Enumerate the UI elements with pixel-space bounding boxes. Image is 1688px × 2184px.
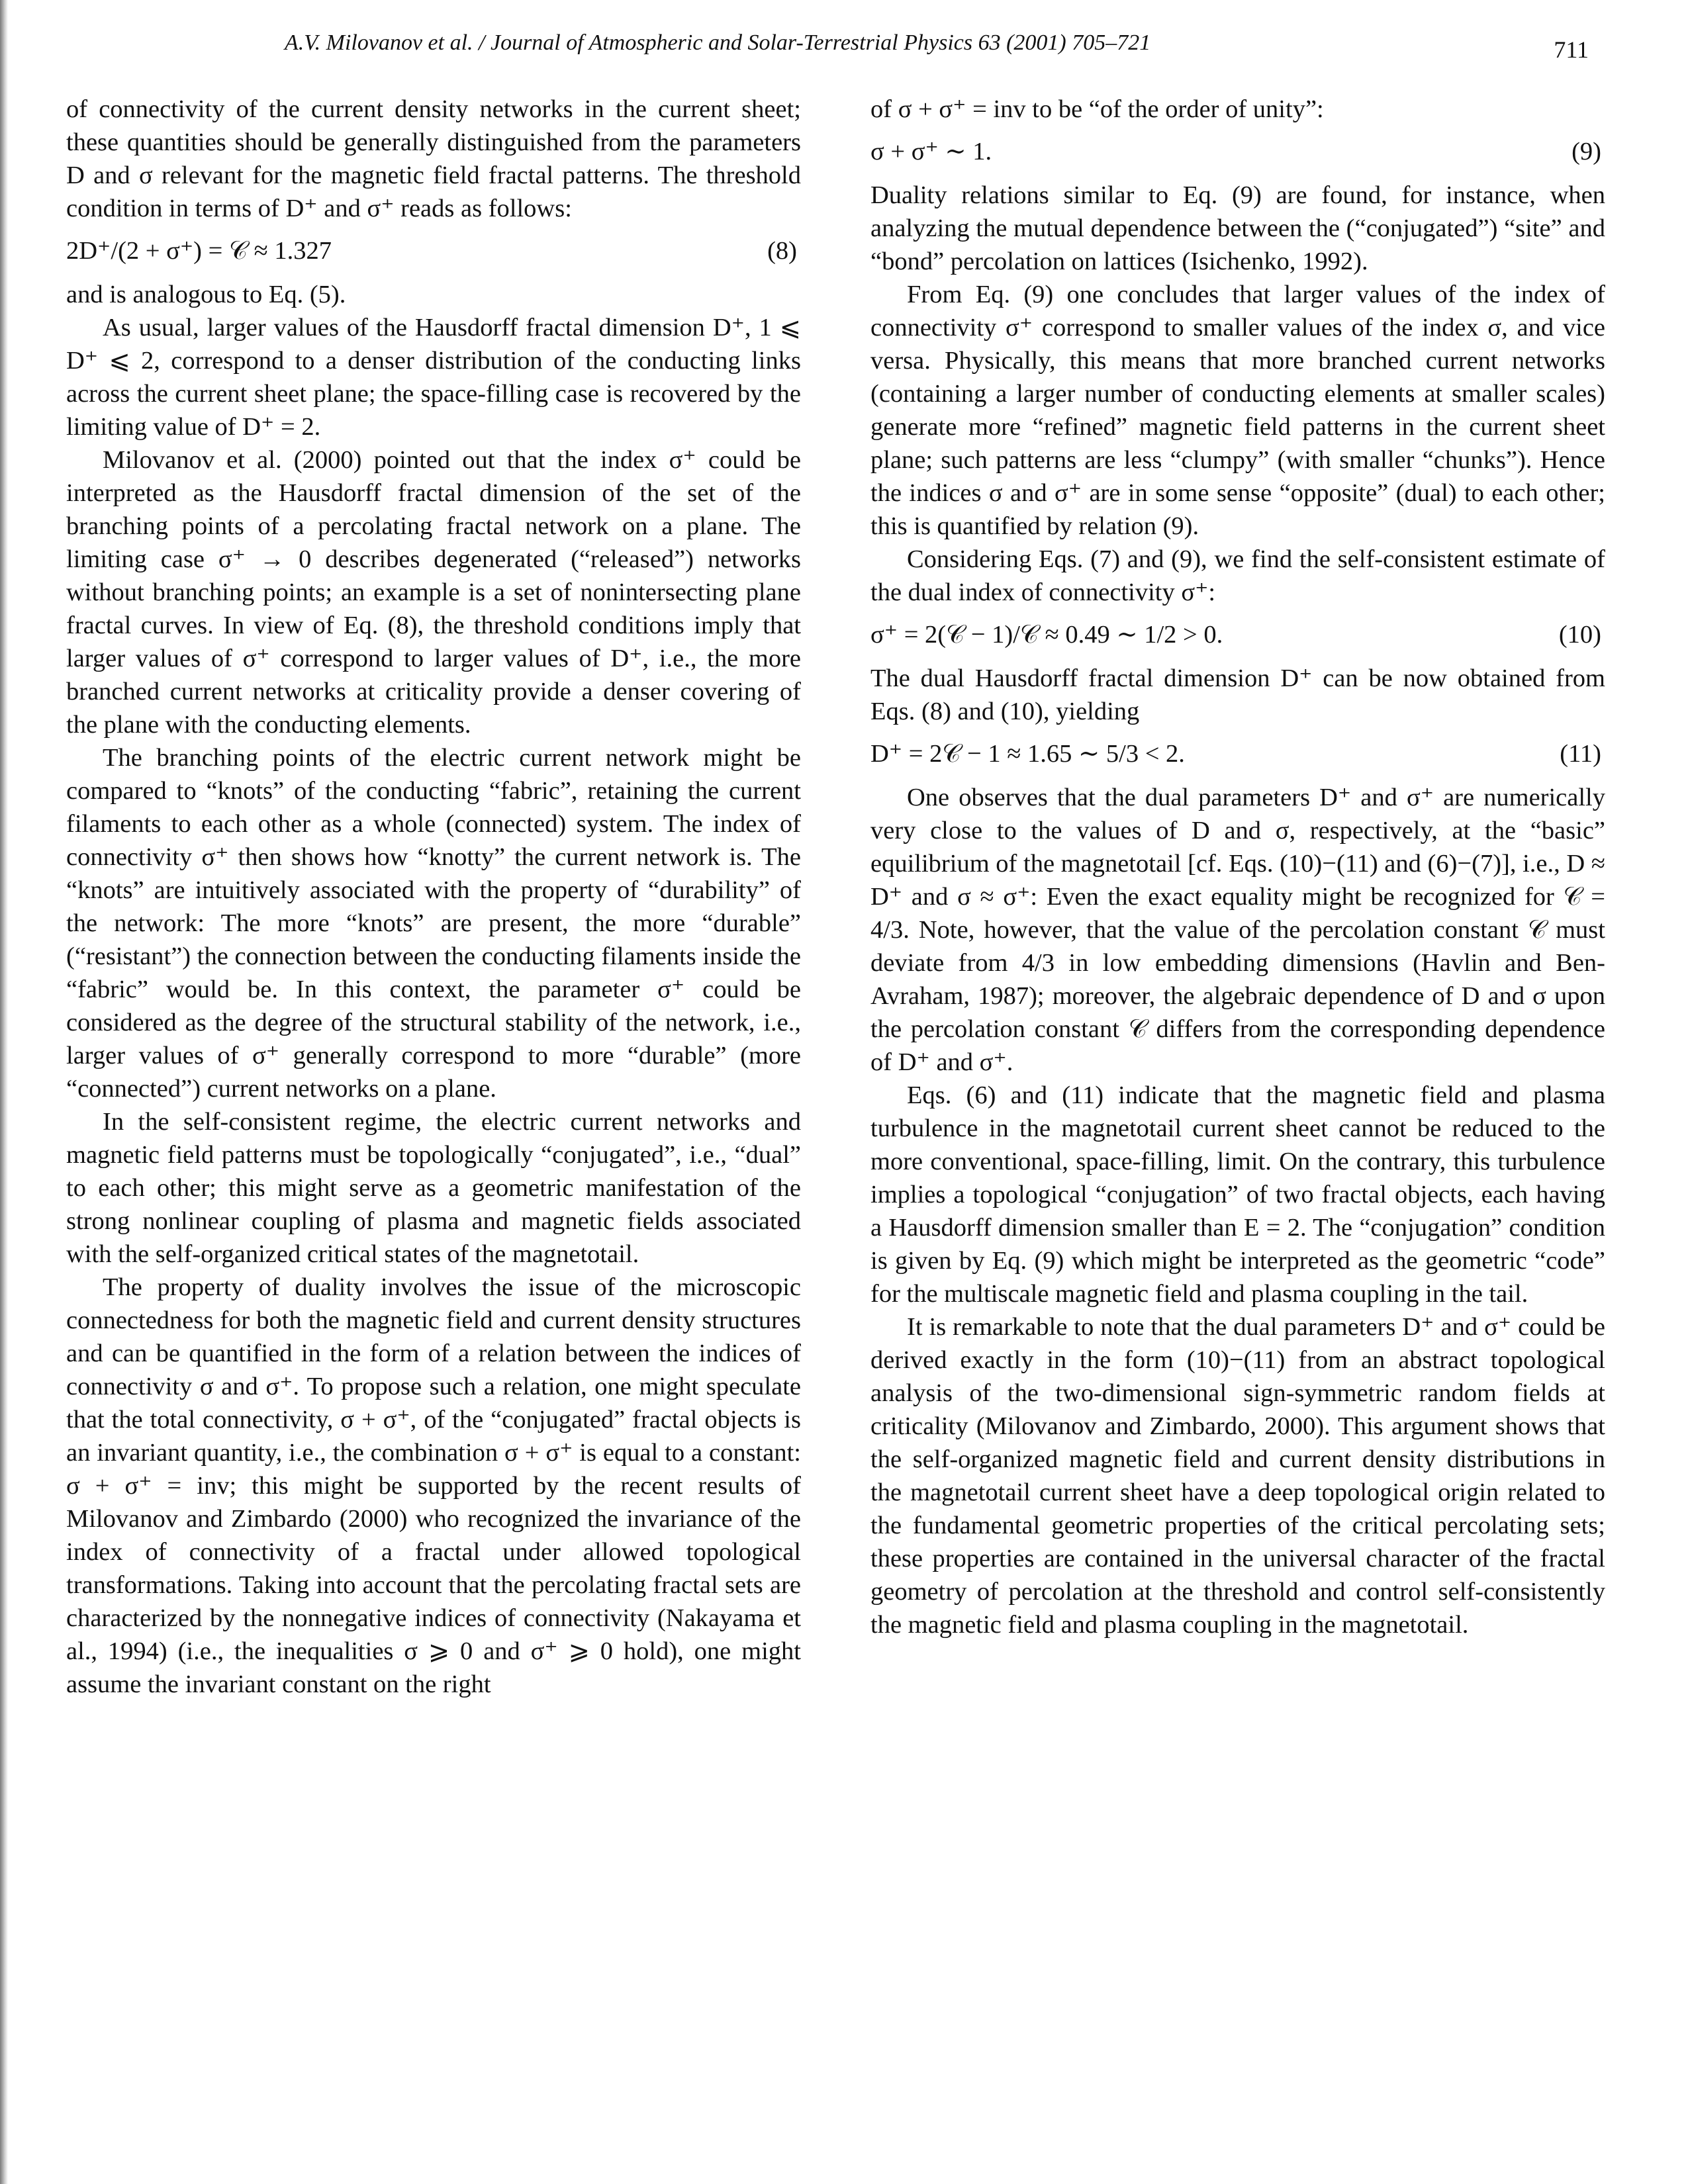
equation-body: D⁺ = 2𝒞 − 1 ≈ 1.65 ∼ 5/3 < 2. [870,740,1185,768]
equation-9 [870,135,1605,168]
paragraph: Milovanov et al. (2000) pointed out that the index σ⁺ could be interpreted as the Hausdorff fractal dimension of the set of the branching points of a percolating fractal network on a plane. The limiting case σ⁺ → 0 describes degenerated (“released”) networks without branching points; an example is a set of nonintersecting plane fractal curves. In view of Eq. (8), the threshold conditions imply that larger values of σ⁺ correspond to larger values of D⁺, i.e., the more branched current networks at criticality provide a denser covering of the plane with the conducting elements. [66,446,801,739]
paragraph: The dual Hausdorff fractal dimension D⁺ can be now obtained from Eqs. (8) and (10), yielding [870,664,1605,725]
equation-body: σ⁺ = 2(𝒞 − 1)/𝒞 ≈ 0.49 ∼ 1/2 > 0. [870,621,1223,649]
paragraph: As usual, larger values of the Hausdorff fractal dimension D⁺, 1 ⩽ D⁺ ⩽ 2, correspond to a denser distribution of the conducting links across the current sheet plane; the space-filling case is recovered by the limiting value of D⁺ = 2. [66,314,801,441]
paragraph: Considering Eqs. (7) and (9), we find the self-consistent estimate of the dual index of connectivity σ⁺: [870,545,1605,606]
equation-11 [870,737,1605,770]
right-column [870,93,1605,1641]
paragraph: The branching points of the electric current network might be compared to “knots” of the conducting “fabric”, retaining the current filaments to each other as a whole (connected) system. The index of connectivity σ⁺ then shows how “knotty” the current network is. The “knots” are intuitively associated with the property of “durability” of the network: The more “knots” are present, the more “durable” (“resistant”) the connection between the conducting filaments inside the “fabric” would be. In this context, the parameter σ⁺ could be considered as the degree of the structural stability of the network, i.e., larger values of σ⁺ generally correspond to more “durable” (more “connected”) current networks on a plane. [66,744,801,1103]
paragraph: The property of duality involves the issue of the microscopic connectedness for both the magnetic field and current density structures and can be quantified in the form of a relation between the indices of connectivity σ and σ⁺. To propose such a relation, one might speculate that the total connectivity, σ + σ⁺, of the “conjugated” fractal objects is an invariant quantity, i.e., the combination σ + σ⁺ is equal to a constant: σ + σ⁺ = inv; this might be supported by the recent results of Milovanov and Zimbardo (2000) who recognized the invariance of the index of connectivity of a fractal under allowed topological transformations. Taking into account that the percolating fractal sets are characterized by the nonnegative indices of connectivity (Nakayama et al., 1994) (i.e., the inequalities σ ⩾ 0 and σ⁺ ⩾ 0 hold), one might assume the invariant constant on the right [66,1273,801,1698]
equation-number: (9) [1571,138,1601,165]
paragraph: of connectivity of the current density networks in the current sheet; these quantities should be generally distinguished from the parameters D and σ relevant for the magnetic field fractal patterns. The threshold condition in terms of D⁺ and σ⁺ reads as follows: [66,95,801,222]
page-number: 711 [1554,36,1589,63]
paragraph: From Eq. (9) one concludes that larger values of the index of connectivity σ⁺ correspond to smaller values of the index σ, and vice versa. Physically, this means that more branched current networks (containing a larger number of conducting elements at smaller scales) generate more “refined” magnetic field patterns in the current sheet plane; such patterns are less “clumpy” (with smaller “chunks”). Hence the indices σ and σ⁺ are in some sense “opposite” (dual) to each other; this is quantified by relation (9). [870,281,1605,540]
paragraph: of σ + σ⁺ = inv to be “of the order of unity”: [870,95,1324,123]
journal-citation: A.V. Milovanov et al. / Journal of Atmospheric and Solar-Terrestrial Physics 63 (2001) 705–721 [285,30,1151,55]
running-header [285,26,1589,73]
equation-body: σ + σ⁺ ∼ 1. [870,138,992,165]
left-column [66,93,801,1701]
equation-body: 2D⁺/(2 + σ⁺) = 𝒞 ≈ 1.327 [66,237,332,265]
paragraph: and is analogous to Eq. (5). [66,281,346,308]
equation-8 [66,234,801,267]
equation-number: (8) [767,237,797,265]
paragraph: In the self-consistent regime, the electric current networks and magnetic field patterns must be topologically “conjugated”, i.e., “dual” to each other; this might serve as a geometric manifestation of the strong nonlinear coupling of plasma and magnetic fields associated with the self-organized critical states of the magnetotail. [66,1108,801,1268]
equation-10 [870,618,1605,651]
paragraph: One observes that the dual parameters D⁺ and σ⁺ are numerically very close to the values of D and σ, respectively, at the “basic” equilibrium of the magnetotail [cf. Eqs. (10)−(11) and (6)−(7)], i.e., D ≈ D⁺ and σ ≈ σ⁺: Even the exact equality might be recognized for 𝒞 = 4/3. Note, however, that the value of the percolation constant 𝒞 must deviate from 4/3 in low embedding dimensions (Havlin and Ben-Avraham, 1987); moreover, the algebraic dependence of D and σ upon the percolation constant 𝒞 differs from the corresponding dependence of D⁺ and σ⁺. [870,784,1605,1076]
paragraph: Duality relations similar to Eq. (9) are found, for instance, when analyzing the mutual dependence between the (“conjugated”) “site” and “bond” percolation on lattices (Isichenko, 1992). [870,181,1605,275]
equation-number: (10) [1558,621,1601,649]
scan-edge [0,0,8,2184]
paragraph: It is remarkable to note that the dual parameters D⁺ and σ⁺ could be derived exactly in the form (10)−(11) from an abstract topological analysis of the two-dimensional sign-symmetric random fields at criticality (Milovanov and Zimbardo, 2000). This argument shows that the self-organized magnetic field and current density distributions in the magnetotail current sheet have a deep topological origin related to the fundamental geometric properties of the critical percolating sets; these properties are contained in the universal character of the fractal geometry of percolation at the threshold and control self-consistently the magnetic field and plasma coupling in the magnetotail. [870,1313,1605,1639]
equation-number: (11) [1560,740,1601,768]
paragraph: Eqs. (6) and (11) indicate that the magnetic field and plasma turbulence in the magnetotail current sheet cannot be reduced to the more conventional, space-filling, limit. On the contrary, this turbulence implies a topological “conjugation” of two fractal objects, each having a Hausdorff dimension smaller than E = 2. The “conjugation” condition is given by Eq. (9) which might be interpreted as the geometric “code” for the multiscale magnetic field and plasma coupling in the tail. [870,1081,1605,1308]
